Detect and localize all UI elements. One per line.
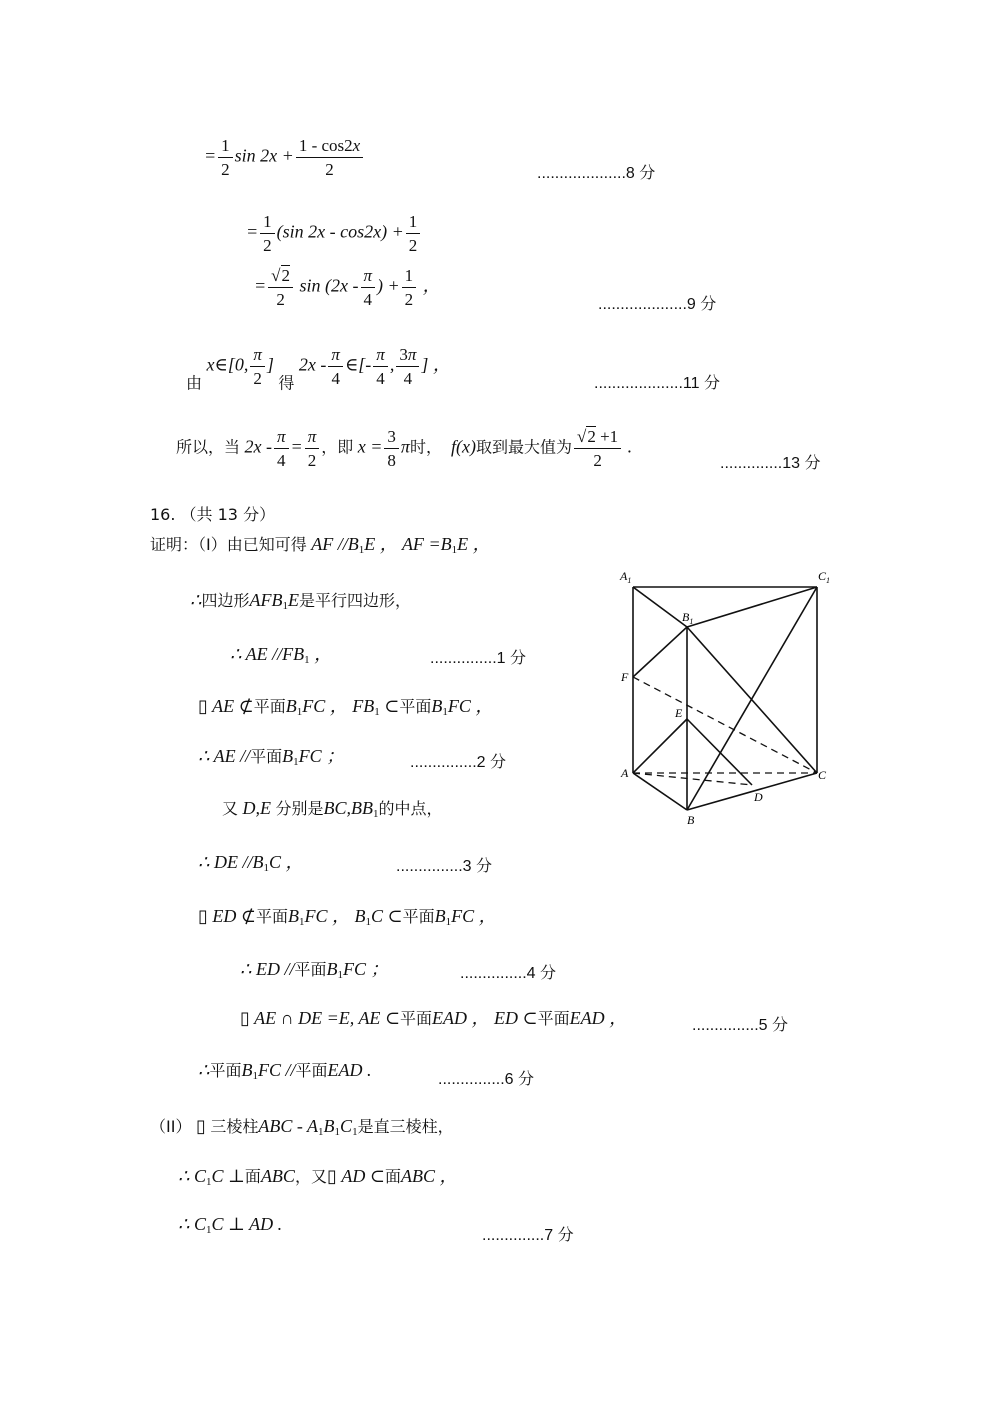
score-13: ..............13 分 bbox=[720, 455, 821, 472]
label-F: F bbox=[621, 670, 629, 684]
score-p3: ...............3 分 bbox=[396, 858, 493, 875]
score-8: ....................8 分 bbox=[537, 165, 656, 182]
text-pingmian-7: 平面 bbox=[400, 1009, 433, 1028]
proof-line-10: ▯ AE ∩ DE =E, AE ⊂平面EAD ， ED ⊂平面EAD ， bbox=[240, 1008, 628, 1028]
score-p7: ..............7 分 bbox=[482, 1227, 574, 1244]
score-p5: ...............5 分 bbox=[692, 1017, 789, 1034]
box-glyph-2: ▯ bbox=[198, 906, 208, 926]
text-midpoints2: 的中点， bbox=[378, 799, 443, 818]
proof-line-9: ∴ ED //平面$B_1FC$ ； bbox=[240, 959, 389, 981]
box-glyph-1: ▯ bbox=[198, 696, 208, 716]
score-11: ....................11 分 bbox=[594, 375, 720, 392]
text-is-para: 是平行四边形， bbox=[298, 591, 411, 610]
proof-intro: 证明：（Ⅰ）由已知可得 bbox=[150, 535, 307, 554]
eq-line-5: 所以，当 2x - $\frac{\pi}{4}$ = $\frac{\pi}{2}$ ，即 x = $\frac{3}{8}$ π时， f(x)取到最大值为 $\frac{√2 +1}{2}$ . bbox=[176, 427, 633, 470]
text-max: 取到最大值为 bbox=[475, 437, 572, 457]
text-de: 得 bbox=[278, 373, 295, 393]
text-mian-1: 面 bbox=[244, 1167, 261, 1186]
score-p4: ...............4 分 bbox=[460, 965, 557, 982]
text-pingmian-6: 平面 bbox=[294, 960, 327, 979]
label-D: D bbox=[754, 790, 763, 804]
proof-line-2: ∴四边形$AFB_1E$是平行四边形， bbox=[190, 590, 411, 612]
label-B1: $B_1$ bbox=[682, 610, 694, 626]
text-pingmian-4: 平面 bbox=[256, 907, 289, 926]
text-you2: 又 bbox=[222, 799, 239, 818]
text-pingmian-5: 平面 bbox=[402, 907, 435, 926]
proof-line-11: ∴平面$B_1FC$ //平面EAD . bbox=[198, 1060, 372, 1082]
box-glyph-5: ▯ bbox=[326, 1166, 337, 1186]
label-A: A bbox=[621, 766, 629, 780]
proof-line-12: （II） ▯ 三棱柱ABC - $A_1B_1C_1$是直三棱柱， bbox=[150, 1116, 454, 1138]
text-mian-2: 面 bbox=[384, 1167, 401, 1186]
text-midpoints: 分别是 bbox=[275, 799, 324, 818]
proof-line-7: ∴ DE $//B_1C$ ， bbox=[198, 852, 304, 874]
eq-line-1: = $\frac{1}{2}$ sin 2x + $\frac{1 - \cos 2x}{2}$ bbox=[204, 136, 365, 179]
text-you3: ，又 bbox=[294, 1167, 327, 1186]
eq-line-2: = $\frac{1}{2}$ (sin 2x - cos2x) + $\frac{1}{2}$ bbox=[246, 212, 422, 255]
label-C: C bbox=[818, 768, 827, 782]
box-glyph-4: ▯ bbox=[195, 1116, 206, 1136]
score-p2: ...............2 分 bbox=[410, 754, 507, 771]
label-C1: $C_1$ bbox=[818, 569, 831, 585]
proof-line-5: ∴ AE //平面$B_1FC$ ； bbox=[198, 746, 345, 768]
label-B: B bbox=[687, 813, 695, 827]
text-pingmian-10: 平面 bbox=[295, 1061, 328, 1080]
eq-line-3: = $\frac{√2}{2}$ sin (2x - $\frac{\pi}{4}$ ) + $\frac{1}{2}$ ， bbox=[254, 266, 441, 309]
score-p6: ...............6 分 bbox=[438, 1071, 535, 1088]
text-pingmian-1: 平面 bbox=[253, 697, 286, 716]
eq-line-4: 由 x∈[0, $\frac{\pi}{2}$ ] 得 2x - $\frac{\pi}{4}$ ∈[- $\frac{\pi}{4}$ , $\frac{3\pi}{4}$ ] ， bbox=[186, 345, 451, 393]
text-para: 四边形 bbox=[201, 591, 250, 610]
proof-line-6: 又 D,E 分别是$BC,BB_1$的中点， bbox=[222, 798, 443, 820]
text-pingmian-8: 平面 bbox=[537, 1009, 570, 1028]
score-9: ....................9 分 bbox=[598, 296, 717, 313]
label-A1: $A_1$ bbox=[620, 569, 632, 585]
label-E: E bbox=[675, 706, 683, 720]
text-pingmian-3: 平面 bbox=[250, 747, 283, 766]
proof-line-8: ▯ ED ⊄平面$B_1FC$ ， $B_1C$ ⊂平面$B_1FC$ ， bbox=[198, 906, 497, 928]
text-part2: （II） bbox=[150, 1117, 192, 1136]
question-16-heading: 16. （共 13 分） bbox=[150, 505, 276, 524]
proof-line-13: ∴ $C_1C$ ⊥面ABC，又▯ AD ⊂面ABC ， bbox=[178, 1166, 458, 1188]
text-ji: ，即 bbox=[321, 437, 354, 457]
text-pingmian-2: 平面 bbox=[399, 697, 432, 716]
text-prism: 三棱柱 bbox=[210, 1117, 259, 1136]
text-shi: 时， bbox=[409, 437, 442, 457]
proof-line-4: ▯ AE ⊄平面$B_1FC$ ， $FB_1$ ⊂平面$B_1FC$ ， bbox=[198, 696, 494, 718]
text-is-right: 是直三棱柱， bbox=[357, 1117, 454, 1136]
score-p1: ...............1 分 bbox=[430, 650, 527, 667]
text-pingmian-9: 平面 bbox=[209, 1061, 242, 1080]
proof-line-14: ∴ $C_1C$ ⊥ AD . bbox=[178, 1214, 283, 1236]
text-you: 由 bbox=[186, 373, 203, 393]
proof-line-1: 证明：（Ⅰ）由已知可得 AF $//B_1E$ ， AF $=B_1E$ ， bbox=[150, 534, 491, 556]
proof-line-3: ∴ AE $//FB_1$ ， bbox=[230, 644, 333, 666]
text-suoyi: 所以，当 bbox=[176, 437, 241, 457]
prism-figure bbox=[610, 560, 870, 830]
box-glyph-3: ▯ bbox=[240, 1008, 250, 1028]
